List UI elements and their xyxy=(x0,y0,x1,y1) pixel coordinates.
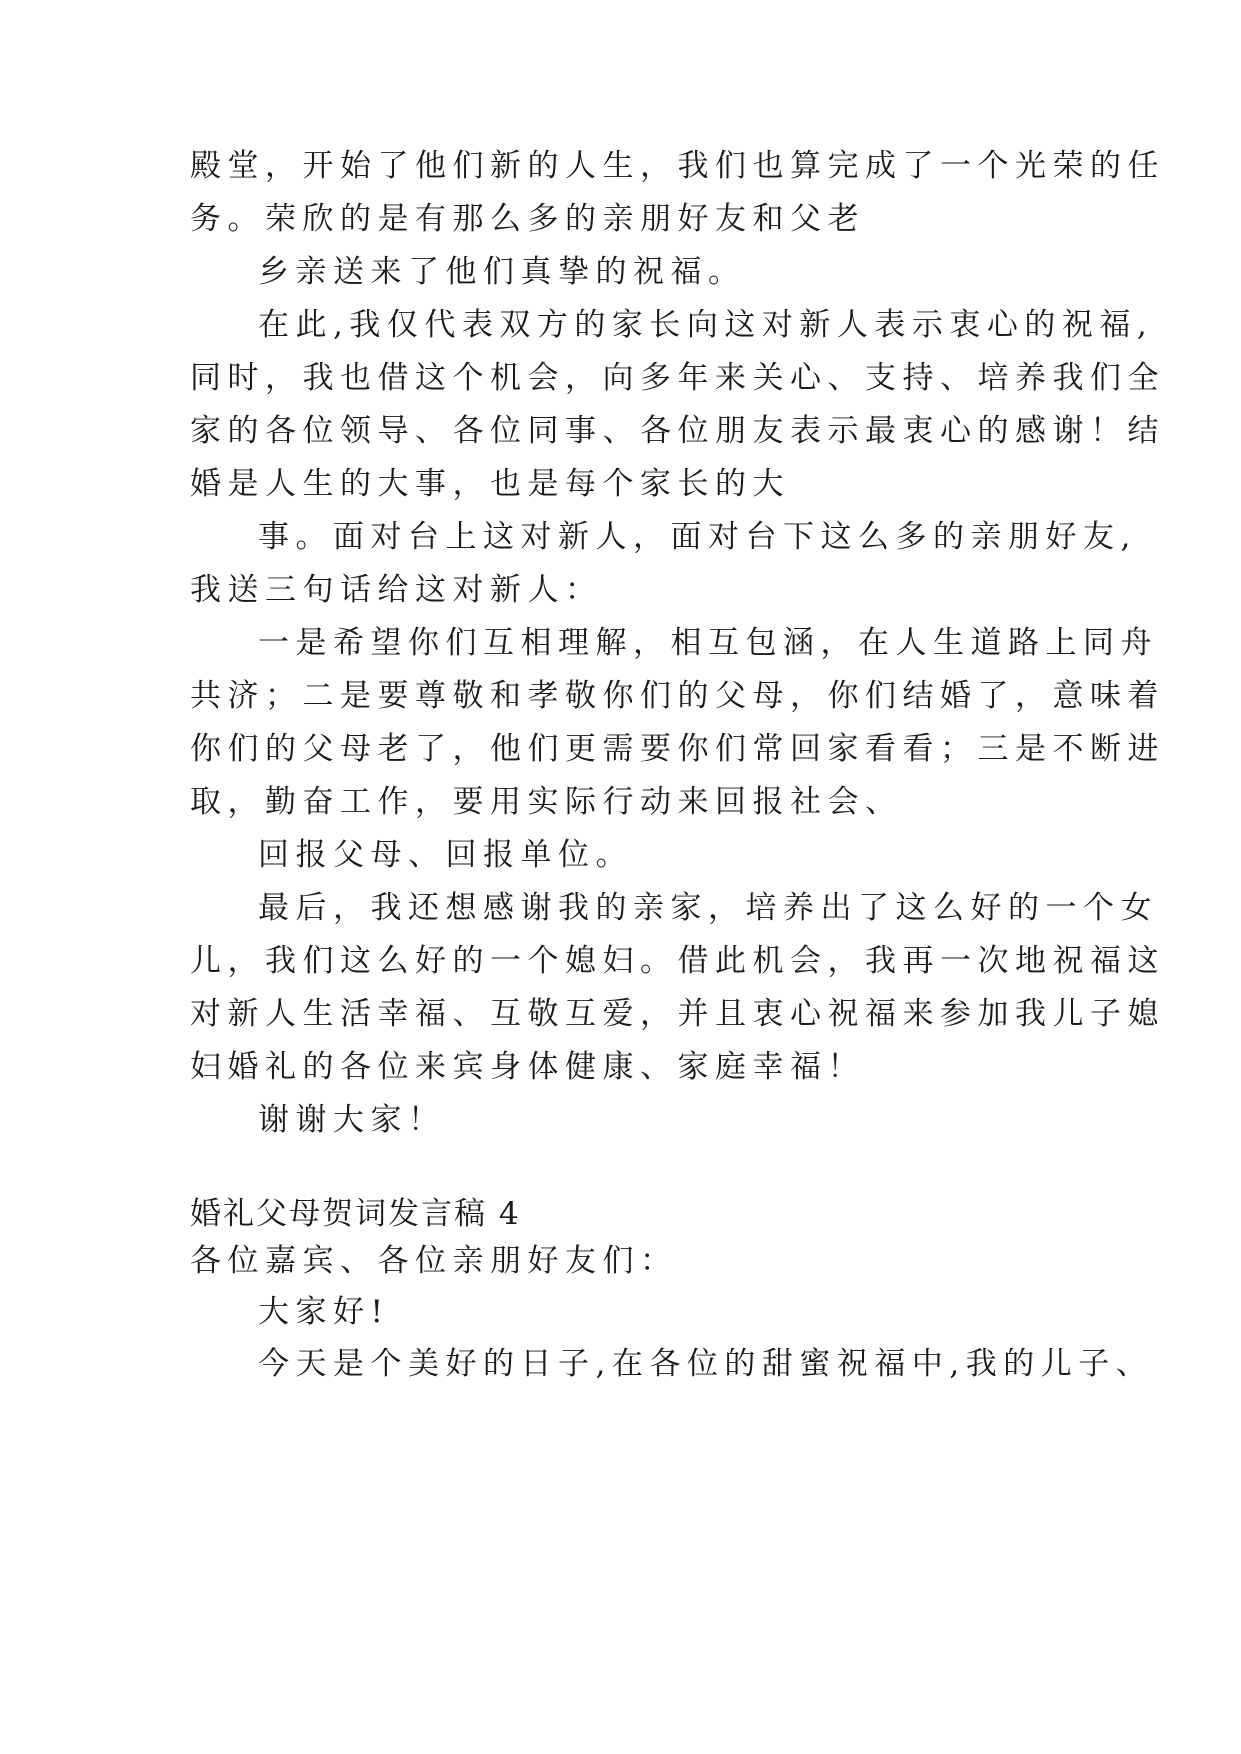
text-line: 婚是人生的大事，也是每个家长的大 xyxy=(190,466,790,502)
greeting-line: 各位嘉宾、各位亲朋好友们： xyxy=(190,1243,678,1279)
text-line: 回报父母、回报单位。 xyxy=(258,837,633,873)
text-line: 取，勤奋工作，要用实际行动来回报社会、 xyxy=(190,784,903,820)
text-line: 同时，我也借这个机会，向多年来关心、支持、培养我们全 xyxy=(190,360,1165,396)
text-line: 最后，我还想感谢我的亲家，培养出了这么好的一个女 xyxy=(258,890,1158,926)
text-line: 务。荣欣的是有那么多的亲朋好友和父老 xyxy=(190,201,865,237)
text-line: 乡亲送来了他们真挚的祝福。 xyxy=(258,254,746,290)
text-line: 妇婚礼的各位来宾身体健康、家庭幸福！ xyxy=(190,1049,865,1085)
text-line: 共济；二是要尊敬和孝敬你们的父母，你们结婚了，意味着 xyxy=(190,678,1165,714)
text-line: 殿堂，开始了他们新的人生，我们也算完成了一个光荣的任 xyxy=(190,148,1165,184)
text-line: 谢谢大家！ xyxy=(258,1102,446,1138)
hello-line: 大家好! xyxy=(258,1294,390,1330)
text-line: 一是希望你们互相理解，相互包涵，在人生道路上同舟 xyxy=(258,625,1158,661)
text-line: 我送三句话给这对新人： xyxy=(190,572,603,608)
text-line: 在此,我仅代表双方的家长向这对新人表示衷心的祝福, xyxy=(258,307,1154,343)
text-line: 家的各位领导、各位同事、各位朋友表示最衷心的感谢！结 xyxy=(190,413,1165,449)
text-line: 对新人生活幸福、互敬互爱，并且衷心祝福来参加我儿子媳 xyxy=(190,996,1165,1032)
text-line: 事。面对台上这对新人，面对台下这么多的亲朋好友, xyxy=(258,519,1137,555)
section-title: 婚礼父母贺词发言稿 4 xyxy=(190,1196,521,1232)
text-line: 你们的父母老了，他们更需要你们常回家看看；三是不断进 xyxy=(190,731,1165,767)
opening-line: 今天是个美好的日子,在各位的甜蜜祝福中,我的儿子、 xyxy=(258,1346,1154,1382)
text-line: 儿，我们这么好的一个媳妇。借此机会，我再一次地祝福这 xyxy=(190,943,1165,979)
